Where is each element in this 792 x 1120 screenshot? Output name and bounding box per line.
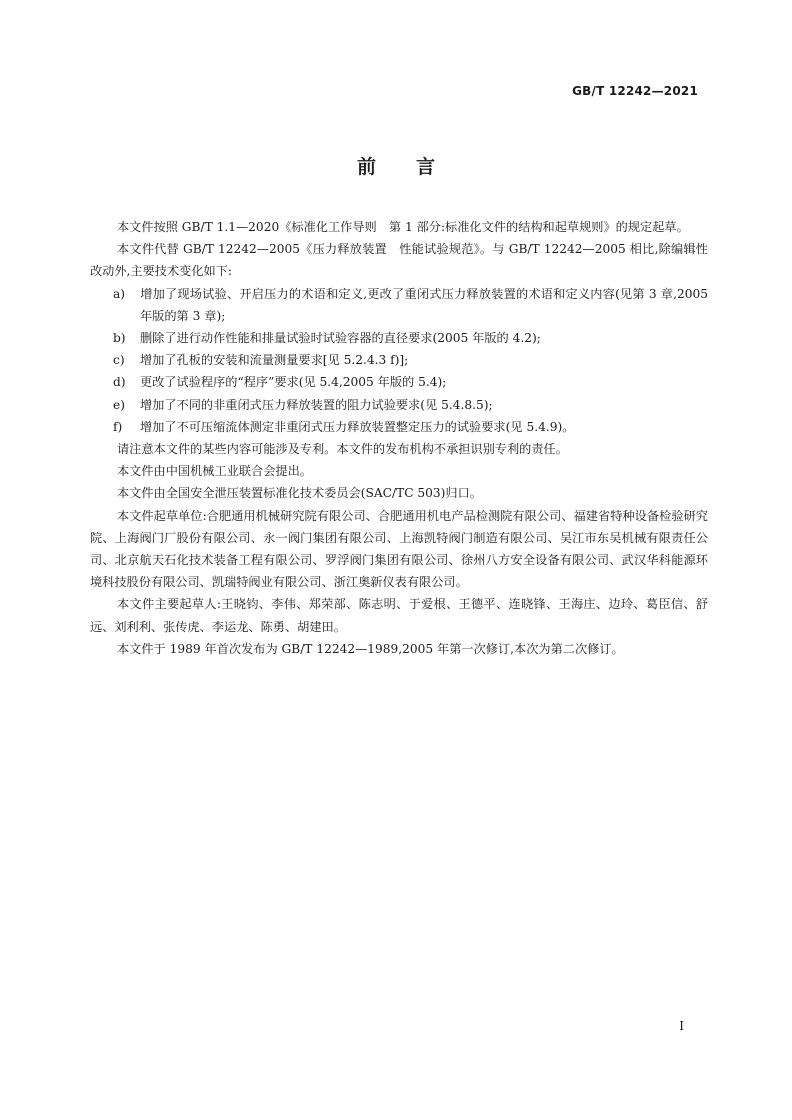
change-item: [90, 371, 708, 393]
paragraph-patent-notice: 请注意本文件的某些内容可能涉及专利。本文件的发布机构不承担识别专利的责任。: [117, 442, 568, 457]
change-item: [90, 416, 708, 438]
change-item-mark: d): [113, 375, 126, 390]
change-item-text: 增加了孔板的安装和流量测量要求[见 5.2.4.3 f)];: [140, 353, 409, 368]
paragraph-drafters: 本文件主要起草人:王晓钧、李伟、郑荣部、陈志明、于爱根、王德平、连晓锋、王海庄、边玲、葛臣信、舒远、刘利利、张传虎、李运龙、陈勇、胡建田。: [90, 597, 708, 634]
document-code: GB/T 12242—2021: [572, 84, 698, 98]
change-item-mark: b): [113, 331, 126, 346]
change-item: [90, 349, 708, 371]
change-item-text: 增加了不可压缩流体测定非重闭式压力释放装置整定压力的试验要求(见 5.4.9)。: [140, 419, 575, 434]
paragraph-proposer: 本文件由中国机械工业联合会提出。: [117, 464, 312, 479]
change-item-mark: e): [113, 397, 125, 412]
change-item: [90, 327, 708, 349]
change-item-mark: f): [113, 419, 123, 434]
change-item: [90, 394, 708, 416]
paragraph-drafting-units: 本文件起草单位:合肥通用机械研究院有限公司、合肥通用机电产品检测院有限公司、福建省特种设备检验研究院、上海阀门厂股份有限公司、永一阀门集团有限公司、上海凯特阀门制造有限公司、吴江市东吴机械有限责任公司、北京航天石化技术装备工程有限公司、罗浮阀门集团有限公司、徐州八方安全设备有限公司、武汉华科能源环境科技股份有限公司、凯瑞特阀业有限公司、浙江奥新仪表有限公司。: [90, 508, 708, 590]
change-item-mark: c): [113, 353, 125, 368]
change-item-mark: a): [113, 286, 126, 301]
paragraph-drafting-rules: 本文件按照 GB/T 1.1—2020《标准化工作导则 第 1 部分:标准化文件的结构和起草规则》的规定起草。: [117, 220, 689, 234]
change-item: [90, 283, 708, 327]
page-title: 前言: [356, 156, 475, 178]
paragraph-committee: 本文件由全国安全泄压装置标准化技术委员会(SAC/TC 503)归口。: [117, 486, 482, 501]
paragraph-replacement-note: 本文件代替 GB/T 12242—2005《压力释放装置 性能试验规范》。与 GB/T 12242—2005 相比,除编辑性改动外,主要技术变化如下:: [90, 242, 708, 279]
change-item-text: 增加了不同的非重闭式压力释放装置的阻力试验要求(见 5.4.8.5);: [140, 397, 493, 412]
foreword-body: [90, 216, 708, 660]
change-item-text: 删除了进行动作性能和排量试验时试验容器的直径要求(2005 年版的 4.2);: [140, 331, 541, 346]
change-item-text: 更改了试验程序的“程序”要求(见 5.4,2005 年版的 5.4);: [140, 375, 447, 390]
paragraph-history: 本文件于 1989 年首次发布为 GB/T 12242—1989,2005 年第一次修订,本次为第二次修订。: [117, 641, 624, 656]
change-item-text: 增加了现场试验、开启压力的术语和定义,更改了重闭式压力释放装置的术语和定义内容(见第 3 章,2005 年版的第 3 章);: [140, 286, 708, 323]
page-number: I: [679, 1019, 684, 1033]
